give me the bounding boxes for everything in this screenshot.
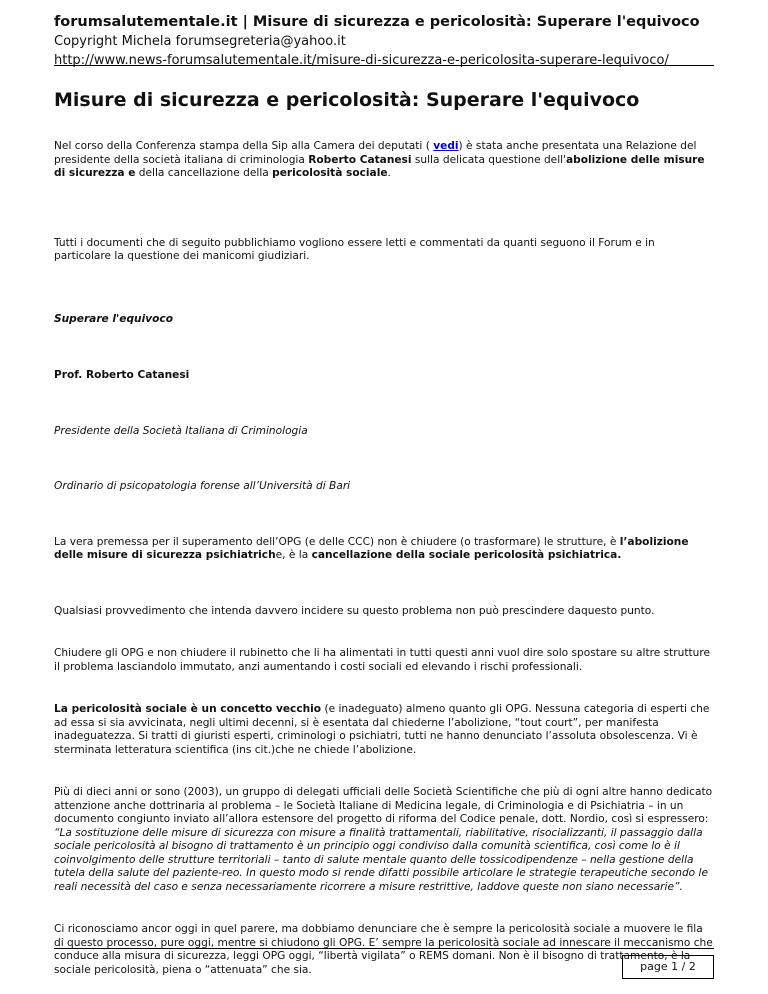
subtitle: Superare l'equivoco <box>54 312 173 325</box>
author-name: Prof. Roberto Catanesi <box>54 369 190 381</box>
societies-paragraph: Più di dieci anni or sono (2003), un gruppo di delegati ufficiali delle Società Scientifiche che più di ogni altre hanno dedicato attenzione anche dottrinaria al problema – le Società Italiane di Medicina legale, di Criminologia e di Psichiatria – in un documento congiunto inviato all’allora estensore del progetto di riforma del Codice penale, dott. Nordio, così si espressero: “La sostituzione delle misure di sicurezza con misure a finalità trattamentali, riabilitative, risocializzanti, il passaggio dalla sociale pericolosità al bisogno di trattamento è un principio oggi condiviso dalla comunità scientifica, così come lo è il coinvolgimento delle strutture territoriali – tanto di salute mentale quanto delle tossicodipendenze – nella gestione della tutela della salute del paziente-reo. In questo modo si rende difatti possibile articolare le strategie terapeutiche secondo le reali necessità del caso e senza necessariamente ricorrere a misure restrittive, laddove queste non siano necessarie”. <box>54 786 713 893</box>
premise-paragraph: La vera premessa per il superamento dell’OPG (e delle CCC) non è chiudere (o trasformare) le strutture, è l’abolizione delle misure di sicurezza psichiatriche, è la cancellazione della sociale pericolosità psichiatrica. <box>54 535 689 561</box>
page-footer <box>54 955 714 989</box>
provision-paragraph: Qualsiasi provvedimento che intenda davvero incidere su questo problema non può prescindere daquesto punto. <box>54 604 655 617</box>
closing-opg-paragraph: Chiudere gli OPG e non chiudere il rubinetto che li ha alimentati in tutti questi anni vuol dire solo spostare su altre strutture il problema lasciandolo immutato, anzi aumentando i costi sociali ed elevando i rischi professionali. <box>54 647 711 673</box>
page-number: page 1 / 2 <box>622 955 714 979</box>
author-role-professor: Ordinario di psicopatologia forense all’Università di Bari <box>54 480 351 492</box>
conclusion-paragraph: Ci riconosciamo ancor oggi in quel parere, ma dobbiamo denunciare che è sempre la pericolosità sociale a muovere le fila di questo processo, pure oggi, mentre si chiudono gli OPG. E’ sempre la pericolosità sociale ad innescare il meccanismo che conduce alla misura di sicurezza, leggi OPG oggi, “libertà vigilata” o REMS domani. Non è il bisogno di trattamento, è la sociale pericolosità, piena o “attenuata” che sia. <box>54 923 713 976</box>
vedi-link[interactable]: vedi <box>433 140 459 152</box>
header-divider <box>54 65 714 66</box>
article-body <box>54 86 714 977</box>
author-role-president: Presidente della Società Italiana di Criminologia <box>54 424 308 437</box>
site-title: forumsalutementale.it | Misure di sicurezza e pericolosità: Superare l'equivoco <box>54 14 700 30</box>
footer-divider <box>54 948 714 949</box>
article-title: Misure di sicurezza e pericolosità: Superare l'equivoco <box>54 89 640 111</box>
source-url[interactable]: http://www.news-forumsalutementale.it/misure-di-sicurezza-e-pericolosita-superare-lequivoco/ <box>54 53 669 68</box>
intro-paragraph: Nel corso della Conferenza stampa della Sip alla Camera dei deputati ( vedi) è stata anche presentata una Relazione del presidente della società italiana di criminologia Roberto Catanesi sulla delicata questione dell'abolizione delle misure di sicurezza e della cancellazione della pericolosità sociale. <box>54 140 705 179</box>
dangerousness-paragraph: La pericolosità sociale è un concetto vecchio (e inadeguato) almeno quanto gli OPG. Nessuna categoria di esperti che ad essa si sia avvicinata, negli ultimi decenni, si è esentata dal chiederne l’abolizione, “tout court”, per manifesta inadeguatezza. Si tratti di giuristi esperti, criminologi o psichiatri, tutti ne hanno denunciato l’assoluta obsolescenza. Vi è sterminata letteratura scientifica (ins cit.)che ne chiede l’abolizione. <box>54 703 710 756</box>
page-header <box>54 12 714 70</box>
copyright-line: Copyright Michela forumsegreteria@yahoo.it <box>54 34 346 49</box>
documents-paragraph: Tutti i documenti che di seguito pubblichiamo vogliono essere letti e commentati da quanti seguono il Forum e in particolare la questione dei manicomi giudiziari. <box>54 236 655 262</box>
